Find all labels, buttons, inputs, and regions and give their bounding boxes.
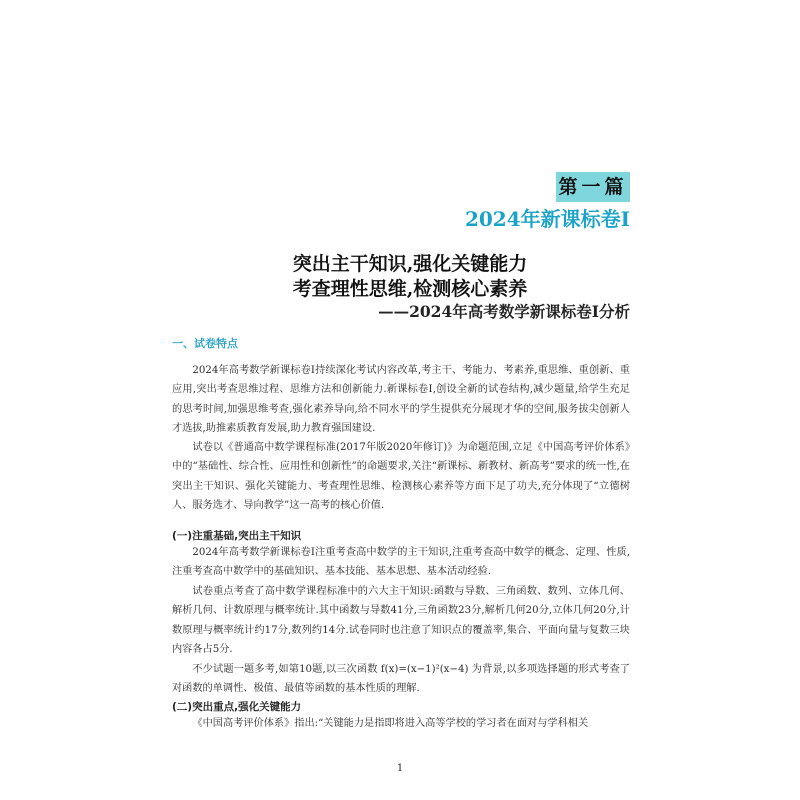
paragraph: 不少试题一题多考,如第10题,以三次函数 f(x)=(x−1)²(x−4) 为背景,以多项选择题的形式考查了对函数的单调性、极值、最值等函数的基本性质的理解. [172,664,630,695]
section-heading-features: 一、试卷特点 [172,337,238,350]
subsection-heading-key-abilities: (二)突出重点,强化关键能力 [172,701,302,713]
paragraph: 试卷以《普通高中数学课程标准(2017年版2020年修订)》为命题范围,立足《中国高考评价体系》中的“基础性、综合性、应用性和创新性”的命题要求,关注“新课标、新教材、新高考”要求的统一性,在突出主干知识、强化关键能力、考查理性思维、检测核心素养等方面下足了功夫,充分体现了“立德树人、服务选才、导向教学”这一高考的核心价值. [172,442,630,511]
paragraph: 试卷重点考查了高中数学课程标准中的六大主干知识:函数与导数、三角函数、数列、立体几何、解析几何、计数原理与概率统计.其中函数与导数41分,三角函数23分,解析几何20分,立体几何20分,计数原理与概率统计约17分,数列约14分.试卷同时也注意了知识点的覆盖率,集合、平面向量与复数三块内容各占5分. [172,586,630,655]
paragraph: 《中国高考评价体系》指出:“关键能力是指即将进入高等学校的学习者在面对与学科相关 [192,718,589,729]
main-title-line-1: 突出主干知识,强化关键能力 [292,253,528,275]
part-label: 第一篇 [556,172,630,202]
paragraph: 2024年高考数学新课标卷Ⅰ持续深化考试内容改革,考主干、考能力、考素养,重思维、重创新、重应用,突出考查思维过程、思维方法和创新能力.新课标卷Ⅰ,创设全新的试卷结构,减少题量,给学生充足的思考时间,加强思维考查,强化素养导向,给不同水平的学生提供充分展现才华的空间,服务拔尖创新人才选拔,助推素质教育发展,助力教育强国建设. [172,365,630,434]
paper-title: 2024年新课标卷Ⅰ [464,207,630,231]
paragraph: 2024年高考数学新课标卷Ⅰ注重考查高中数学的主干知识,注重考查高中数学的概念、定理、性质,注重考查高中数学中的基础知识、基本技能、基本思想、基本活动经验. [172,547,630,578]
page-number: 1 [396,763,404,774]
subsection-heading-basics: (一)注重基础,突出主干知识 [172,530,302,542]
main-title-line-2: 考查理性思维,检测核心素养 [292,278,528,300]
main-subtitle: ——2024年高考数学新课标卷Ⅰ分析 [378,302,630,321]
